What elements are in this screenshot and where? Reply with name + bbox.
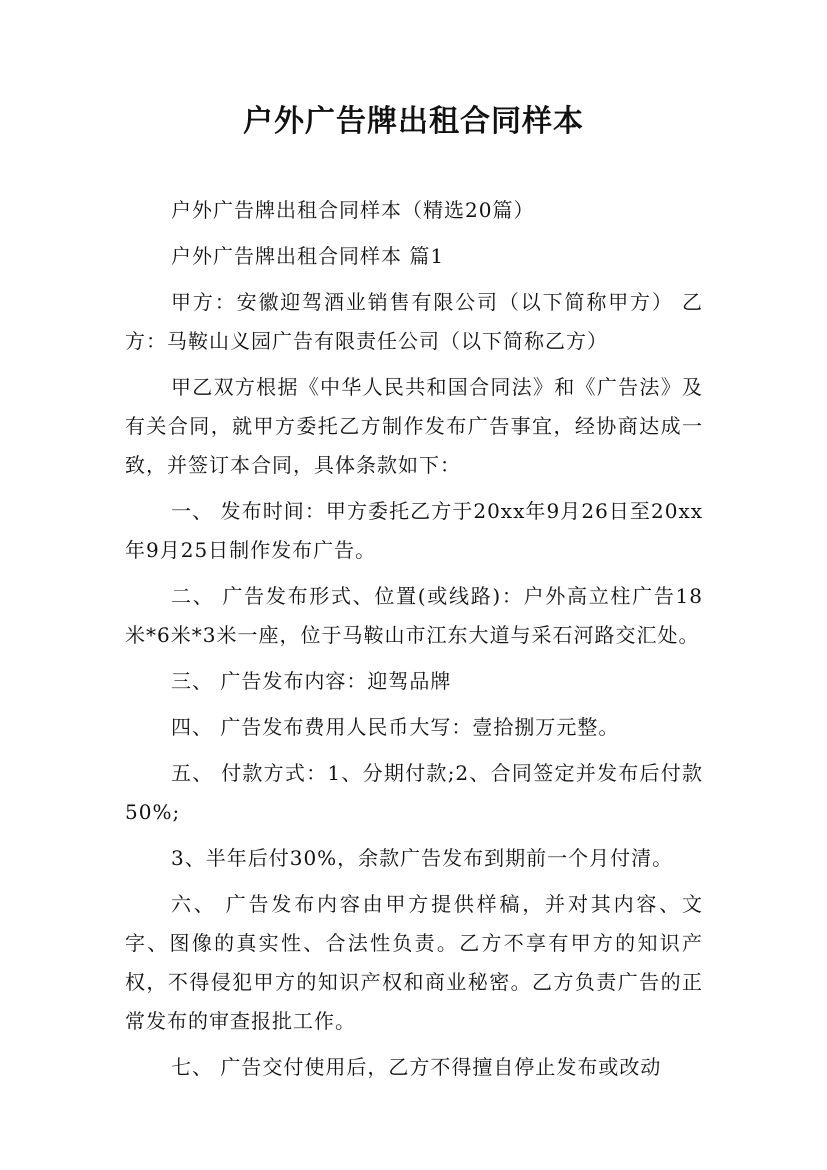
paragraph-clause-5-continued: 3、半年后付30%，余款广告发布到期前一个月付清。 bbox=[171, 846, 674, 870]
paragraph-preamble: 甲乙双方根据《中华人民共和国合同法》和《广告法》及有关合同，就甲方委托乙方制作发布广告事宜，经协商达成一致，并签订本合同，具体条款如下： bbox=[125, 375, 703, 477]
paragraph-parties: 甲方：安徽迎驾酒业销售有限公司（以下简称甲方） 乙方：马鞍山义园广告有限责任公司（以下简称乙方） bbox=[125, 290, 703, 353]
paragraph-clause-2: 二、 广告发布形式、位置(或线路)：户外高立柱广告18米*6米*3米一座，位于马鞍山市江东大道与采石河路交汇处。 bbox=[125, 584, 703, 647]
document-body bbox=[125, 191, 703, 1094]
paragraph-clause-7: 七、 广告交付使用后，乙方不得擅自停止发布或改动 bbox=[171, 1055, 662, 1079]
paragraph-clause-4: 四、 广告发布费用人民币大写：壹拾捌万元整。 bbox=[171, 715, 620, 739]
paragraph-clause-6: 六、 广告发布内容由甲方提供样稿，并对其内容、文字、图像的真实性、合法性负责。乙方不享有甲方的知识产权，不得侵犯甲方的知识产权和商业秘密。乙方负责广告的正常发布的审查报批工作。 bbox=[125, 892, 703, 1033]
paragraph-section-heading: 户外广告牌出租合同样本 篇1 bbox=[171, 244, 445, 268]
paragraph-clause-3: 三、 广告发布内容：迎驾品牌 bbox=[171, 669, 452, 693]
paragraph-clause-5: 五、 付款方式：1、分期付款;2、合同签定并发布后付款50%; bbox=[125, 761, 703, 824]
paragraph-clause-1: 一、 发布时间：甲方委托乙方于20xx年9月26日至20xx年9月25日制作发布广告。 bbox=[125, 499, 703, 562]
document-title: 户外广告牌出租合同样本 bbox=[243, 104, 584, 139]
paragraph-collection-title: 户外广告牌出租合同样本（精选20篇） bbox=[171, 198, 535, 222]
